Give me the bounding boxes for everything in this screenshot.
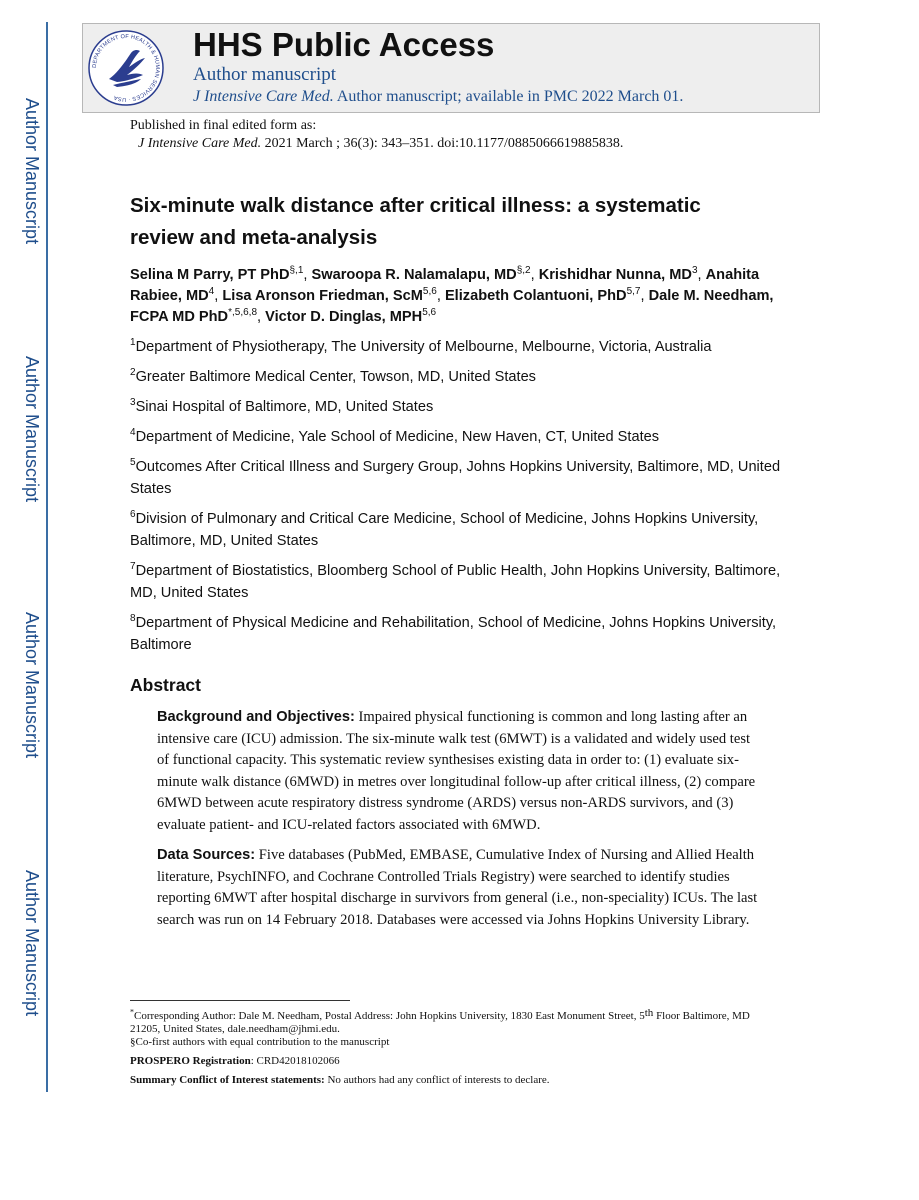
paper-title: Six-minute walk distance after critical illness: a systematic review and meta-analysis bbox=[130, 194, 701, 249]
footnote-rule bbox=[130, 1000, 350, 1001]
abstract-heading: Abstract bbox=[130, 675, 201, 695]
seal-text: DEPARTMENT OF HEALTH & HUMAN SERVICES · USA bbox=[91, 33, 161, 103]
abstract-data-sources: Data Sources: Five databases (PubMed, EMBASE, Cumulative Index of Nursing and Allied Health literature, PsychINFO, and Cochrane Controlled Trials Registry) were searched to identify studies reporting 6MWT after hospital discharge in survivors from general (i.e., non-speciality) ICUs. The last search was run on 14 February 2018. Databases were accessed via Johns Hopkins University Library. bbox=[157, 847, 758, 928]
affiliation-item: $^8$Department of Physical Medicine and Rehabilitation, School of Medicine, Johns Hopkins University, Baltimore bbox=[130, 613, 777, 653]
author-name: Victor D. Dinglas, MPH bbox=[265, 309, 423, 325]
conflict-note: Summary Conflict of Interest statements: No authors had any conflict of interests to declare. bbox=[130, 1074, 550, 1086]
author-name: Swaroopa R. Nalamalapu, MD bbox=[311, 267, 517, 283]
footnotes bbox=[130, 1007, 770, 1093]
abstract-background: Background and Objectives: Impaired physical functioning is common and long lasting after an intensive care (ICU) admission. The six-minute walk test (6MWT) is a validated and widely used test of functional capacity. This systematic review synthesises existing data in order to: (1) evaluate six-minute walk distance (6MWD) in metres over longitudinal follow-up after critical illness, (2) compare 6MWD between acute respiratory distress syndrome (ARDS) versus non-ARDS survivors, and (3) evaluate patient- and ICU-related factors associated with 6MWD. bbox=[157, 709, 756, 833]
sidebar-label-3: Author Manuscript bbox=[22, 612, 42, 759]
prospero-note: PROSPERO Registration: CRD42018102066 bbox=[130, 1055, 340, 1067]
author-name: Krishidhar Nunna, MD bbox=[538, 267, 692, 283]
affiliation-item: $^2$Greater Baltimore Medical Center, Towson, MD, United States bbox=[130, 367, 536, 385]
co-first-note: §Co-first authors with equal contribution to the manuscript bbox=[130, 1036, 390, 1048]
sidebar-label-2: Author Manuscript bbox=[22, 356, 42, 503]
affiliation-item: $^5$Outcomes After Critical Illness and Surgery Group, Johns Hopkins University, Baltimore, MD, United States bbox=[130, 457, 781, 497]
hhs-title: HHS Public Access bbox=[193, 26, 495, 63]
sidebar-rule bbox=[46, 22, 48, 1092]
citation: J Intensive Care Med. 2021 March ; 36(3): 343–351. doi:10.1177/0885066619885838. bbox=[138, 136, 624, 151]
affiliation-item: $^1$Department of Physiotherapy, The University of Melbourne, Melbourne, Victoria, Australia bbox=[130, 337, 712, 355]
affiliations bbox=[130, 336, 800, 664]
author-list: Selina M Parry, PT PhD$^{\S,1}$, Swaroopa R. Nalamalapu, $MD^{\S,2}$, Krishidhar Nunna, $MD^3$, Anahita Rabiee, $MD^4$, Lisa Aronson Friedman, ScM$^{5,6}$, Elizabeth Colantuoni, PhD$^{5,7}$, Dale M. Needham, FCPA MD PhD$^{*,5,6,8}$, Victor D. Dinglas, MPH$^{5,6}$ bbox=[130, 265, 774, 325]
sidebar-label-1: Author Manuscript bbox=[22, 98, 42, 245]
corresponding-author-note: *Corresponding Author: Dale M. Needham, Postal Address: John Hopkins University, 1830 East Monument Street, 5th Floor Baltimore, MD 21205, United States, dale.needham@jhmi.edu. bbox=[130, 1007, 750, 1035]
affiliation-item: $^7$Department of Biostatistics, Bloomberg School of Public Health, John Hopkins University, Baltimore, MD, United States bbox=[130, 561, 781, 601]
author-name: Dale M. Needham, FCPA MD PhD bbox=[130, 288, 774, 325]
affiliation-item: $^6$Division of Pulmonary and Critical Care Medicine, School of Medicine, Johns Hopkins University, Baltimore, MD, United States bbox=[130, 509, 759, 549]
hhs-header bbox=[82, 23, 820, 113]
author-name: Anahita Rabiee, MD bbox=[130, 267, 760, 304]
manuscript-type: Author manuscript bbox=[193, 64, 337, 85]
affiliation-item: $^4$Department of Medicine, Yale School of Medicine, New Haven, CT, United States bbox=[130, 427, 660, 445]
author-name: Selina M Parry, PT PhD bbox=[130, 267, 290, 283]
affiliation-item: $^3$Sinai Hospital of Baltimore, MD, United States bbox=[130, 397, 434, 415]
published-label: Published in final edited form as: bbox=[130, 118, 317, 133]
author-name: Lisa Aronson Friedman, ScM bbox=[222, 288, 423, 304]
hhs-eagle-seal-icon bbox=[87, 29, 165, 107]
published-info bbox=[130, 117, 623, 153]
sidebar-label-4: Author Manuscript bbox=[22, 870, 42, 1017]
author-name: Elizabeth Colantuoni, PhD bbox=[444, 288, 627, 304]
abstract-body bbox=[157, 707, 762, 940]
journal-availability: J Intensive Care Med. Author manuscript; available in PMC 2022 March 01. bbox=[193, 88, 684, 105]
